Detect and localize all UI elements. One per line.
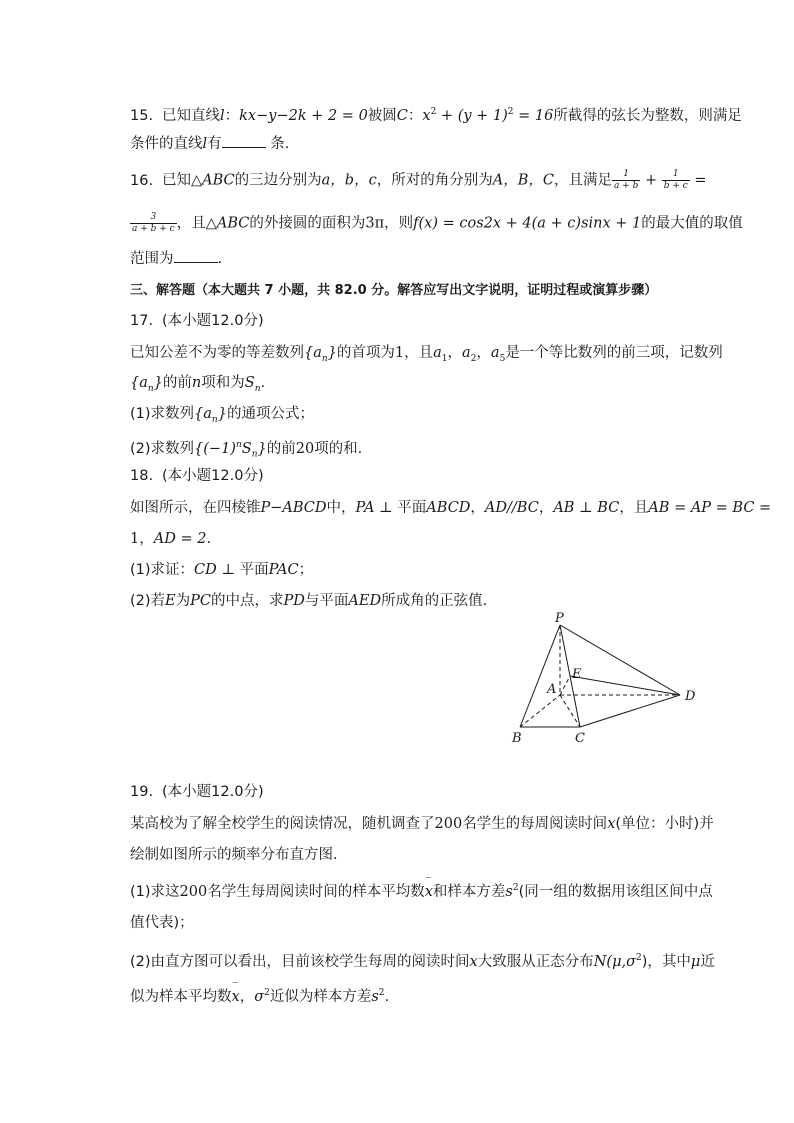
fraction: $\frac{3}{a + b + c}$ (132, 212, 175, 234)
x-bar: ‾ x (232, 987, 240, 1007)
q19-part1: (1)求这200名学生每周阅读时间的样本平均数‾ x和样本方差$s^2$(同一组的数据用该组区间中点 (130, 878, 713, 902)
q15-line2: 条件的直线l有 条. (130, 133, 289, 154)
edge-PB (520, 625, 560, 727)
q17-part1: (1)求数列$\{a_n\}$的通项公式； (130, 406, 314, 425)
pyramid-figure (500, 612, 710, 747)
q16-line3: 范围为 . (130, 248, 222, 269)
q15-line1: 15. 已知直线l：kx−y−2k + 2 = 0被圆C：$x^2 + (y + 1)^2 = 16$所截得的弦长为整数，则满足 (130, 107, 742, 124)
edge-CD (580, 695, 680, 727)
label-P: P (555, 612, 564, 626)
q16-line2: $\frac{3}{a + b + c}$ ，且△ABC的外接圆的面积为3π，则f(x) = cos2x + 4(a + c)sinx + 1的最大值的取值 (132, 212, 743, 234)
label-A: A (547, 682, 557, 697)
answer-blank (222, 133, 266, 148)
q19-header: 19. (本小题12.0分) (130, 784, 264, 800)
q18-part2: (2)若E为PC的中点，求PD与平面AED所成角的正弦值. (130, 593, 488, 609)
q16-line1: 16. 已知△ABC的三边分别为a，b，c，所对的角分别为A，B，C，且满足 $\frac{1}{a + b}$ + $\frac{1}{b + c}$ = (130, 169, 707, 191)
edge-AE (560, 676, 570, 695)
q18-line1: 如图所示，在四棱锥P−ABCD中，PA ⊥ 平面ABCD，AD//BC，AB ⊥ BC，且AB = AP = BC = (130, 500, 772, 516)
q17-part2: (2)求数列$\{(-1)^nS_n\}$的前20项的和. (130, 440, 363, 460)
q19-part2-cont: 似为样本平均数‾ x，$\sigma^2$近似为样本方差$s^2$. (130, 983, 389, 1007)
function-expression: f(x) = cos2x + 4(a + c)sinx + 1 (413, 215, 642, 232)
fraction: $\frac{1}{b + c}$ (663, 169, 688, 191)
q19-part2: (2)由直方图可以看出，目前该校学生每周的阅读时间x大致服从正态分布$N(\mu,\sigma^2)$，其中μ近 (130, 953, 715, 970)
q19-part1-cont: 值代表)； (130, 915, 194, 931)
q16-number: 16. (130, 172, 154, 189)
section-heading: 三、解答题（本大题共 7 小题，共 82.0 分。解答应写出文字说明，证明过程或演算步骤） (130, 283, 658, 298)
x-bar: ‾ x (425, 882, 433, 902)
label-C: C (575, 731, 585, 746)
q19-line1: 某高校为了解全校学生的阅读情况，随机调查了200名学生的每周阅读时间x(单位：小时)并 (130, 816, 714, 832)
label-E: E (572, 667, 582, 682)
q19-line2: 绘制如图所示的频率分布直方图. (130, 847, 338, 863)
label-B: B (512, 731, 522, 746)
line-equation: kx−y−2k + 2 = 0 (239, 107, 368, 124)
q15-number: 15. (130, 107, 154, 124)
q17-line2: $\{a_n\}$的前n项和为$S_n$. (130, 375, 266, 394)
q18-part1: (1)求证：CD ⊥ 平面PAC； (130, 562, 314, 578)
label-D: D (685, 689, 696, 704)
answer-blank (174, 248, 218, 263)
fraction: $\frac{1}{a + b}$ (613, 169, 639, 191)
q18-header: 18. (本小题12.0分) (130, 468, 264, 484)
q18-line2: 1，AD = 2. (130, 531, 212, 547)
q17-header: 17. (本小题12.0分) (130, 313, 264, 329)
q17-line1: 已知公差不为零的等差数列$\{a_n\}$的首项为1，且$a_1$，$a_2$，$a_5$是一个等比数列的前三项，记数列 (130, 345, 723, 364)
